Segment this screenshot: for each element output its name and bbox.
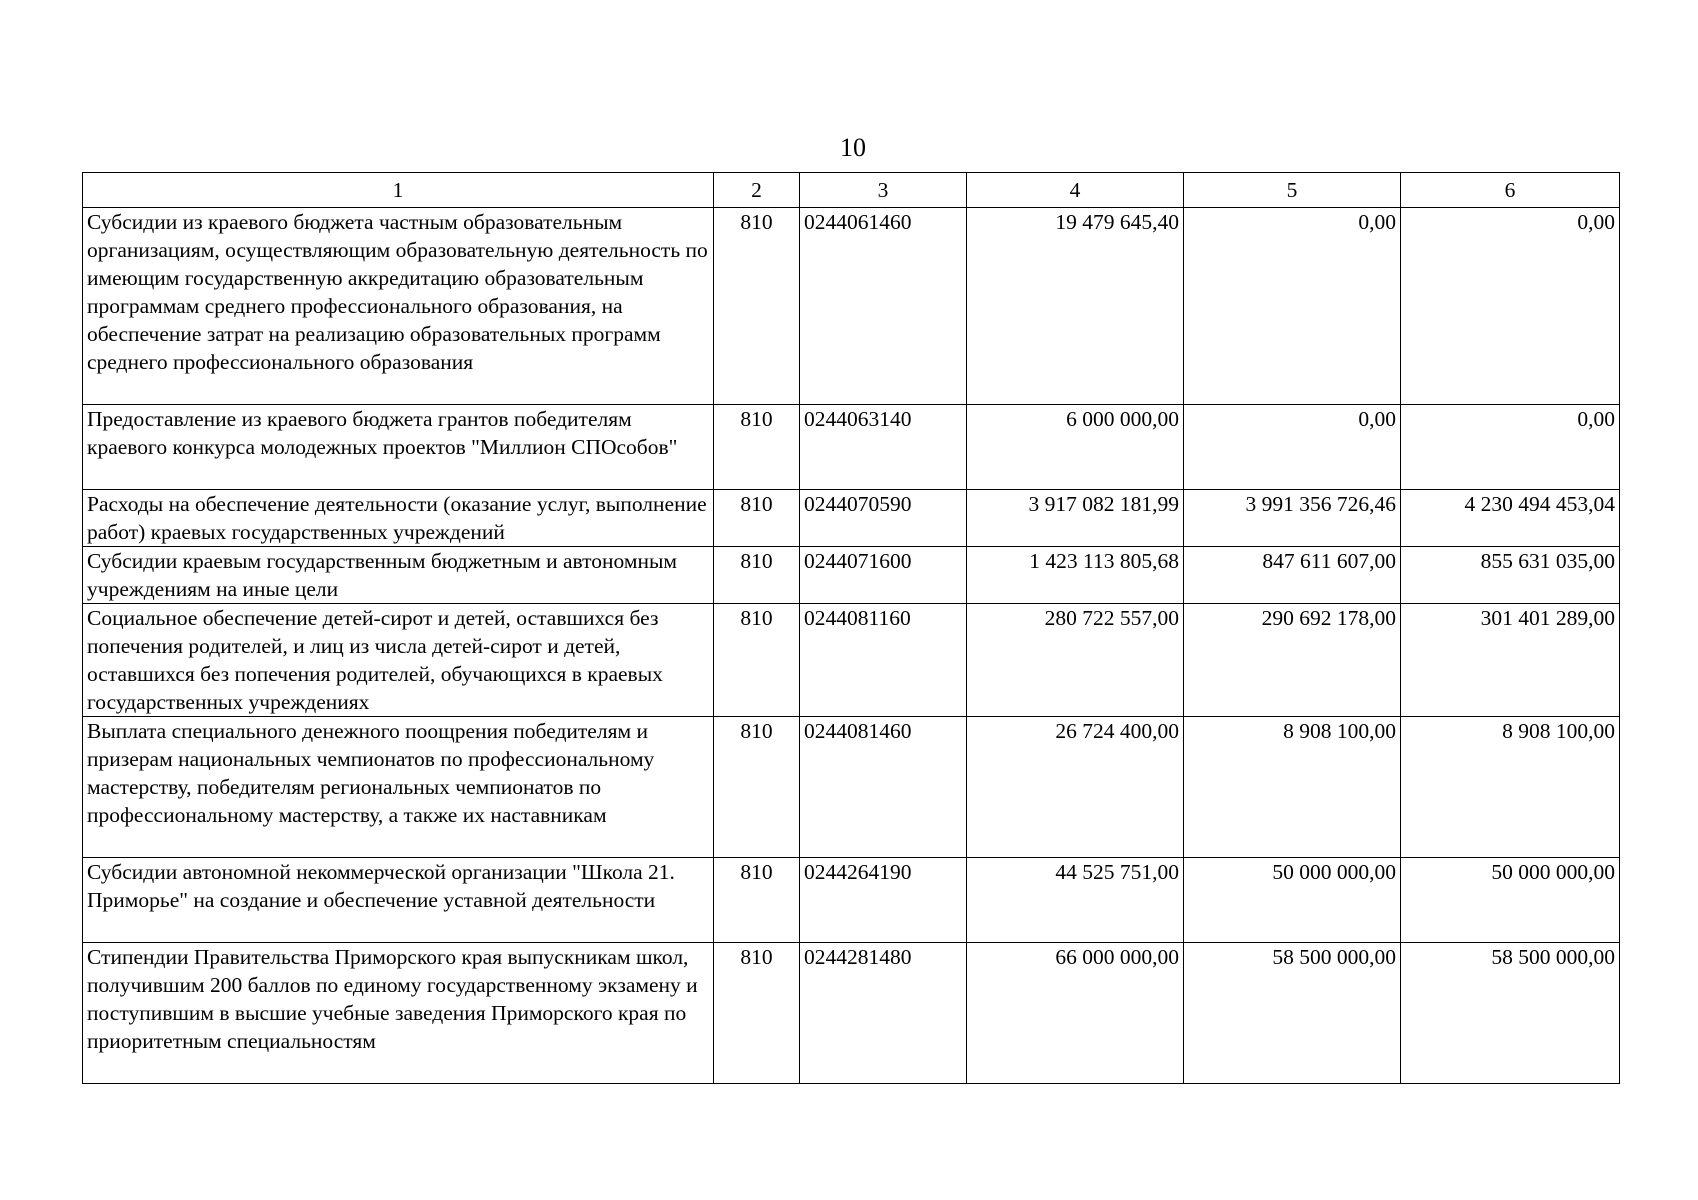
target-article: 0244071600 [800,547,967,604]
amount-year2: 0,00 [1184,405,1401,490]
expense-name: Стипендии Правительства Приморского края выпускникам школ, получившим 200 баллов по единому государственному экзамену и поступившим в высшие учебные заведения Приморского края по приоритетным специальностям [83,943,714,1084]
amount-year2: 50 000 000,00 [1184,858,1401,943]
amount-year1: 26 724 400,00 [967,717,1184,858]
amount-year1: 19 479 645,40 [967,208,1184,405]
expense-name: Предоставление из краевого бюджета грантов победителям краевого конкурса молодежных проектов "Миллион СПОсобов" [83,405,714,490]
table-row [83,604,1620,717]
table-row [83,858,1620,943]
expense-name: Субсидии из краевого бюджета частным образовательным организациям, осуществляющим образовательную деятельность по имеющим государственную аккредитацию образовательным программам среднего профессионального образования, на обеспечение затрат на реализацию образовательных программ среднего профессионального образования [83,208,714,405]
amount-year2: 8 908 100,00 [1184,717,1401,858]
target-article: 0244061460 [800,208,967,405]
expense-name: Субсидии краевым государственным бюджетным и автономным учреждениям на иные цели [83,547,714,604]
ministry-code: 810 [714,490,800,547]
table-row [83,547,1620,604]
amount-year1: 6 000 000,00 [967,405,1184,490]
budget-table [82,172,1620,1084]
amount-year3: 301 401 289,00 [1401,604,1620,717]
amount-year2: 290 692 178,00 [1184,604,1401,717]
target-article: 0244070590 [800,490,967,547]
amount-year3: 855 631 035,00 [1401,547,1620,604]
target-article: 0244281480 [800,943,967,1084]
column-header: 4 [967,173,1184,208]
amount-year2: 3 991 356 726,46 [1184,490,1401,547]
column-header: 5 [1184,173,1401,208]
amount-year1: 44 525 751,00 [967,858,1184,943]
amount-year2: 58 500 000,00 [1184,943,1401,1084]
target-article: 0244081160 [800,604,967,717]
table-row [83,405,1620,490]
amount-year3: 4 230 494 453,04 [1401,490,1620,547]
table-row [83,717,1620,858]
expense-name: Социальное обеспечение детей-сирот и детей, оставшихся без попечения родителей, и лиц из числа детей-сирот и детей, оставшихся без попечения родителей, обучающихся в краевых государственных учреждениях [83,604,714,717]
ministry-code: 810 [714,943,800,1084]
ministry-code: 810 [714,547,800,604]
amount-year3: 0,00 [1401,208,1620,405]
amount-year3: 0,00 [1401,405,1620,490]
ministry-code: 810 [714,604,800,717]
table-row [83,490,1620,547]
ministry-code: 810 [714,717,800,858]
target-article: 0244063140 [800,405,967,490]
amount-year1: 3 917 082 181,99 [967,490,1184,547]
column-header: 6 [1401,173,1620,208]
page-number: 10 [840,133,866,162]
amount-year3: 8 908 100,00 [1401,717,1620,858]
amount-year1: 66 000 000,00 [967,943,1184,1084]
table-row [83,208,1620,405]
ministry-code: 810 [714,858,800,943]
column-header: 1 [83,173,714,208]
header-row [83,173,1620,208]
target-article: 0244081460 [800,717,967,858]
amount-year3: 58 500 000,00 [1401,943,1620,1084]
expense-name: Расходы на обеспечение деятельности (оказание услуг, выполнение работ) краевых государственных учреждений [83,490,714,547]
amount-year3: 50 000 000,00 [1401,858,1620,943]
amount-year1: 280 722 557,00 [967,604,1184,717]
column-header: 2 [714,173,800,208]
amount-year2: 0,00 [1184,208,1401,405]
ministry-code: 810 [714,405,800,490]
table-row [83,943,1620,1084]
expense-name: Субсидии автономной некоммерческой организации "Школа 21. Приморье" на создание и обеспечение уставной деятельности [83,858,714,943]
column-header: 3 [800,173,967,208]
expense-name: Выплата специального денежного поощрения победителям и призерам национальных чемпионатов по профессиональному мастерству, победителям региональных чемпионатов по профессиональному мастерству, а также их наставникам [83,717,714,858]
amount-year2: 847 611 607,00 [1184,547,1401,604]
target-article: 0244264190 [800,858,967,943]
amount-year1: 1 423 113 805,68 [967,547,1184,604]
ministry-code: 810 [714,208,800,405]
